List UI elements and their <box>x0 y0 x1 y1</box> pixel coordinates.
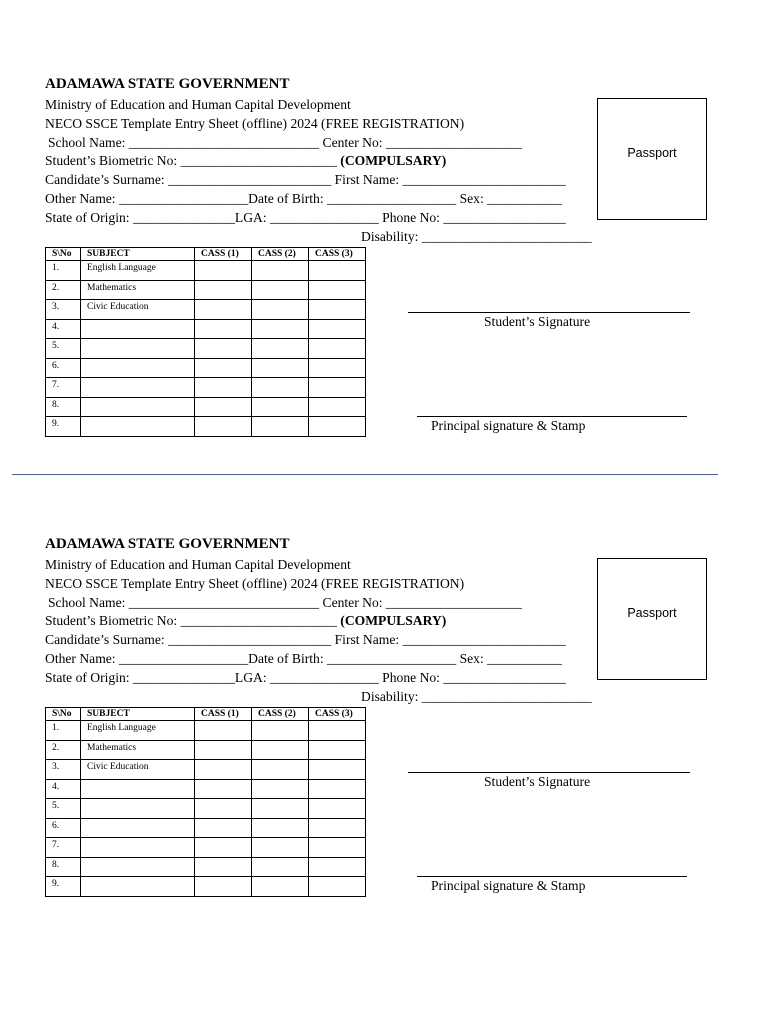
cass1-cell[interactable] <box>195 779 252 799</box>
col-header-subject: SUBJECT <box>81 248 195 261</box>
name-field[interactable] <box>45 172 566 188</box>
col-header-cass1: CASS (1) <box>195 248 252 261</box>
table-row <box>46 339 366 359</box>
table-row <box>46 779 366 799</box>
table-row <box>46 261 366 281</box>
cass3-cell[interactable] <box>309 838 366 858</box>
cass1-cell[interactable] <box>195 857 252 877</box>
subject-cell[interactable] <box>81 877 195 897</box>
cass3-cell[interactable] <box>309 721 366 741</box>
cass3-cell[interactable] <box>309 417 366 437</box>
cass3-cell[interactable] <box>309 397 366 417</box>
other-name-field[interactable]: Other Name: ___________________Date of Birth: ___________________ Sex: ___________ <box>45 651 562 666</box>
cass2-cell[interactable] <box>252 417 309 437</box>
col-header-sno: S\No <box>46 708 81 721</box>
disability-field[interactable]: Disability: _________________________ <box>361 689 592 704</box>
col-header-sno: S\No <box>46 248 81 261</box>
first-name-blank[interactable]: ________________________ <box>402 172 566 187</box>
biometric-field[interactable] <box>45 153 446 169</box>
student-signature-line[interactable] <box>408 772 690 773</box>
subject-cell[interactable] <box>81 339 195 359</box>
cass1-cell[interactable] <box>195 818 252 838</box>
cass2-cell[interactable] <box>252 358 309 378</box>
disability-field[interactable]: Disability: _________________________ <box>361 229 592 244</box>
table-row <box>46 397 366 417</box>
subject-cell[interactable]: Mathematics <box>81 740 195 760</box>
row-number: 6. <box>46 818 81 838</box>
surname-blank[interactable]: ________________________ <box>168 172 332 187</box>
cass3-cell[interactable] <box>309 877 366 897</box>
principal-signature-line[interactable] <box>417 876 687 877</box>
first-name-label: First Name: <box>331 172 403 187</box>
table-row <box>46 740 366 760</box>
cass1-cell[interactable] <box>195 300 252 320</box>
passport-label: Passport <box>627 146 677 160</box>
cass2-cell[interactable] <box>252 877 309 897</box>
table-row <box>46 358 366 378</box>
subject-cell[interactable] <box>81 799 195 819</box>
school-name-field[interactable]: School Name: ____________________________ Center No: ____________________ <box>48 595 522 610</box>
cass2-cell[interactable] <box>252 280 309 300</box>
sheet-title: NECO SSCE Template Entry Sheet (offline) 2024 (FREE REGISTRATION) <box>45 116 465 131</box>
row-number: 2. <box>46 740 81 760</box>
cass3-cell[interactable] <box>309 760 366 780</box>
table-header-row <box>46 248 366 261</box>
state-origin-field[interactable]: State of Origin: _______________LGA: ________________ Phone No: __________________ <box>45 670 566 685</box>
cass1-cell[interactable] <box>195 877 252 897</box>
first-name-label: First Name: <box>331 632 403 647</box>
student-signature-label: Student’s Signature <box>484 774 591 789</box>
cass3-cell[interactable] <box>309 300 366 320</box>
table-row <box>46 319 366 339</box>
cass3-cell[interactable] <box>309 818 366 838</box>
col-header-cass3: CASS (3) <box>309 708 366 721</box>
surname-blank[interactable]: ________________________ <box>168 632 332 647</box>
student-signature-label: Student’s Signature <box>484 314 591 329</box>
cass3-cell[interactable] <box>309 358 366 378</box>
row-number: 1. <box>46 721 81 741</box>
form-title: ADAMAWA STATE GOVERNMENT <box>45 536 290 552</box>
table-row <box>46 378 366 398</box>
cass2-cell[interactable] <box>252 721 309 741</box>
row-number: 6. <box>46 358 81 378</box>
cass1-cell[interactable] <box>195 378 252 398</box>
cass1-cell[interactable] <box>195 280 252 300</box>
row-number: 3. <box>46 300 81 320</box>
cass2-cell[interactable] <box>252 300 309 320</box>
col-header-cass1: CASS (1) <box>195 708 252 721</box>
row-number: 9. <box>46 417 81 437</box>
student-signature-line[interactable] <box>408 312 690 313</box>
cass1-cell[interactable] <box>195 339 252 359</box>
principal-signature-label: Principal signature & Stamp <box>431 878 586 893</box>
ministry-name: Ministry of Education and Human Capital Development <box>45 557 351 572</box>
table-row <box>46 799 366 819</box>
passport-label: Passport <box>627 606 677 620</box>
surname-label: Candidate’s Surname: <box>45 632 169 647</box>
cass1-cell[interactable] <box>195 799 252 819</box>
first-name-blank[interactable]: ________________________ <box>402 632 566 647</box>
row-number: 2. <box>46 280 81 300</box>
subject-table <box>45 247 366 437</box>
cass3-cell[interactable] <box>309 799 366 819</box>
cass1-cell[interactable] <box>195 760 252 780</box>
cass1-cell[interactable] <box>195 261 252 281</box>
school-name-field[interactable]: School Name: ____________________________ Center No: ____________________ <box>48 135 522 150</box>
entry-form-2 <box>0 460 768 893</box>
row-number: 5. <box>46 339 81 359</box>
other-name-field[interactable]: Other Name: ___________________Date of Birth: ___________________ Sex: ___________ <box>45 191 562 206</box>
state-origin-field[interactable]: State of Origin: _______________LGA: ________________ Phone No: __________________ <box>45 210 566 225</box>
col-header-cass3: CASS (3) <box>309 248 366 261</box>
cass3-cell[interactable] <box>309 779 366 799</box>
biometric-blank[interactable]: _______________________ <box>180 613 337 628</box>
table-row <box>46 818 366 838</box>
table-row <box>46 417 366 437</box>
subject-cell[interactable]: English Language <box>81 721 195 741</box>
table-row <box>46 300 366 320</box>
row-number: 3. <box>46 760 81 780</box>
cass1-cell[interactable] <box>195 838 252 858</box>
cass3-cell[interactable] <box>309 280 366 300</box>
cass1-cell[interactable] <box>195 721 252 741</box>
row-number: 4. <box>46 319 81 339</box>
row-number: 7. <box>46 378 81 398</box>
col-header-cass2: CASS (2) <box>252 248 309 261</box>
row-number: 7. <box>46 838 81 858</box>
cass1-cell[interactable] <box>195 358 252 378</box>
table-row <box>46 721 366 741</box>
subject-cell[interactable]: English Language <box>81 261 195 281</box>
cass2-cell[interactable] <box>252 397 309 417</box>
cass1-cell[interactable] <box>195 417 252 437</box>
table-row <box>46 760 366 780</box>
cass3-cell[interactable] <box>309 740 366 760</box>
biometric-label: Student’s Biometric No: <box>45 613 181 628</box>
cass2-cell[interactable] <box>252 378 309 398</box>
cass1-cell[interactable] <box>195 319 252 339</box>
subject-cell[interactable] <box>81 838 195 858</box>
subject-cell[interactable] <box>81 857 195 877</box>
subject-cell[interactable]: Civic Education <box>81 760 195 780</box>
row-number: 9. <box>46 877 81 897</box>
cass3-cell[interactable] <box>309 261 366 281</box>
cass2-cell[interactable] <box>252 760 309 780</box>
subject-cell[interactable]: Mathematics <box>81 280 195 300</box>
name-field[interactable] <box>45 632 566 648</box>
cass2-cell[interactable] <box>252 857 309 877</box>
cass1-cell[interactable] <box>195 740 252 760</box>
biometric-label: Student’s Biometric No: <box>45 153 181 168</box>
row-number: 8. <box>46 397 81 417</box>
passport-box <box>597 98 707 220</box>
compulsory-note: (COMPULSARY) <box>336 153 447 168</box>
table-row <box>46 877 366 897</box>
col-header-cass2: CASS (2) <box>252 708 309 721</box>
biometric-blank[interactable]: _______________________ <box>180 153 337 168</box>
passport-box <box>597 558 707 680</box>
cass2-cell[interactable] <box>252 319 309 339</box>
cass1-cell[interactable] <box>195 397 252 417</box>
cass2-cell[interactable] <box>252 779 309 799</box>
cass3-cell[interactable] <box>309 319 366 339</box>
row-number: 4. <box>46 779 81 799</box>
cass3-cell[interactable] <box>309 378 366 398</box>
table-row <box>46 857 366 877</box>
subject-cell[interactable]: Civic Education <box>81 300 195 320</box>
row-number: 1. <box>46 261 81 281</box>
principal-signature-label: Principal signature & Stamp <box>431 418 586 433</box>
cass2-cell[interactable] <box>252 261 309 281</box>
subject-table <box>45 707 366 897</box>
cass2-cell[interactable] <box>252 339 309 359</box>
row-number: 8. <box>46 857 81 877</box>
subject-cell[interactable] <box>81 358 195 378</box>
cass2-cell[interactable] <box>252 799 309 819</box>
cass2-cell[interactable] <box>252 740 309 760</box>
cass2-cell[interactable] <box>252 838 309 858</box>
ministry-name: Ministry of Education and Human Capital Development <box>45 97 351 112</box>
table-row <box>46 838 366 858</box>
subject-cell[interactable] <box>81 417 195 437</box>
col-header-subject: SUBJECT <box>81 708 195 721</box>
biometric-field[interactable] <box>45 613 446 629</box>
subject-cell[interactable] <box>81 818 195 838</box>
entry-form-1 <box>0 0 768 433</box>
sheet-title: NECO SSCE Template Entry Sheet (offline) 2024 (FREE REGISTRATION) <box>45 576 465 591</box>
row-number: 5. <box>46 799 81 819</box>
subject-cell[interactable] <box>81 319 195 339</box>
form-title: ADAMAWA STATE GOVERNMENT <box>45 76 290 92</box>
cass2-cell[interactable] <box>252 818 309 838</box>
cass3-cell[interactable] <box>309 339 366 359</box>
subject-cell[interactable] <box>81 397 195 417</box>
surname-label: Candidate’s Surname: <box>45 172 169 187</box>
principal-signature-line[interactable] <box>417 416 687 417</box>
subject-cell[interactable] <box>81 779 195 799</box>
compulsory-note: (COMPULSARY) <box>336 613 447 628</box>
cass3-cell[interactable] <box>309 857 366 877</box>
table-row <box>46 280 366 300</box>
subject-cell[interactable] <box>81 378 195 398</box>
table-header-row <box>46 708 366 721</box>
